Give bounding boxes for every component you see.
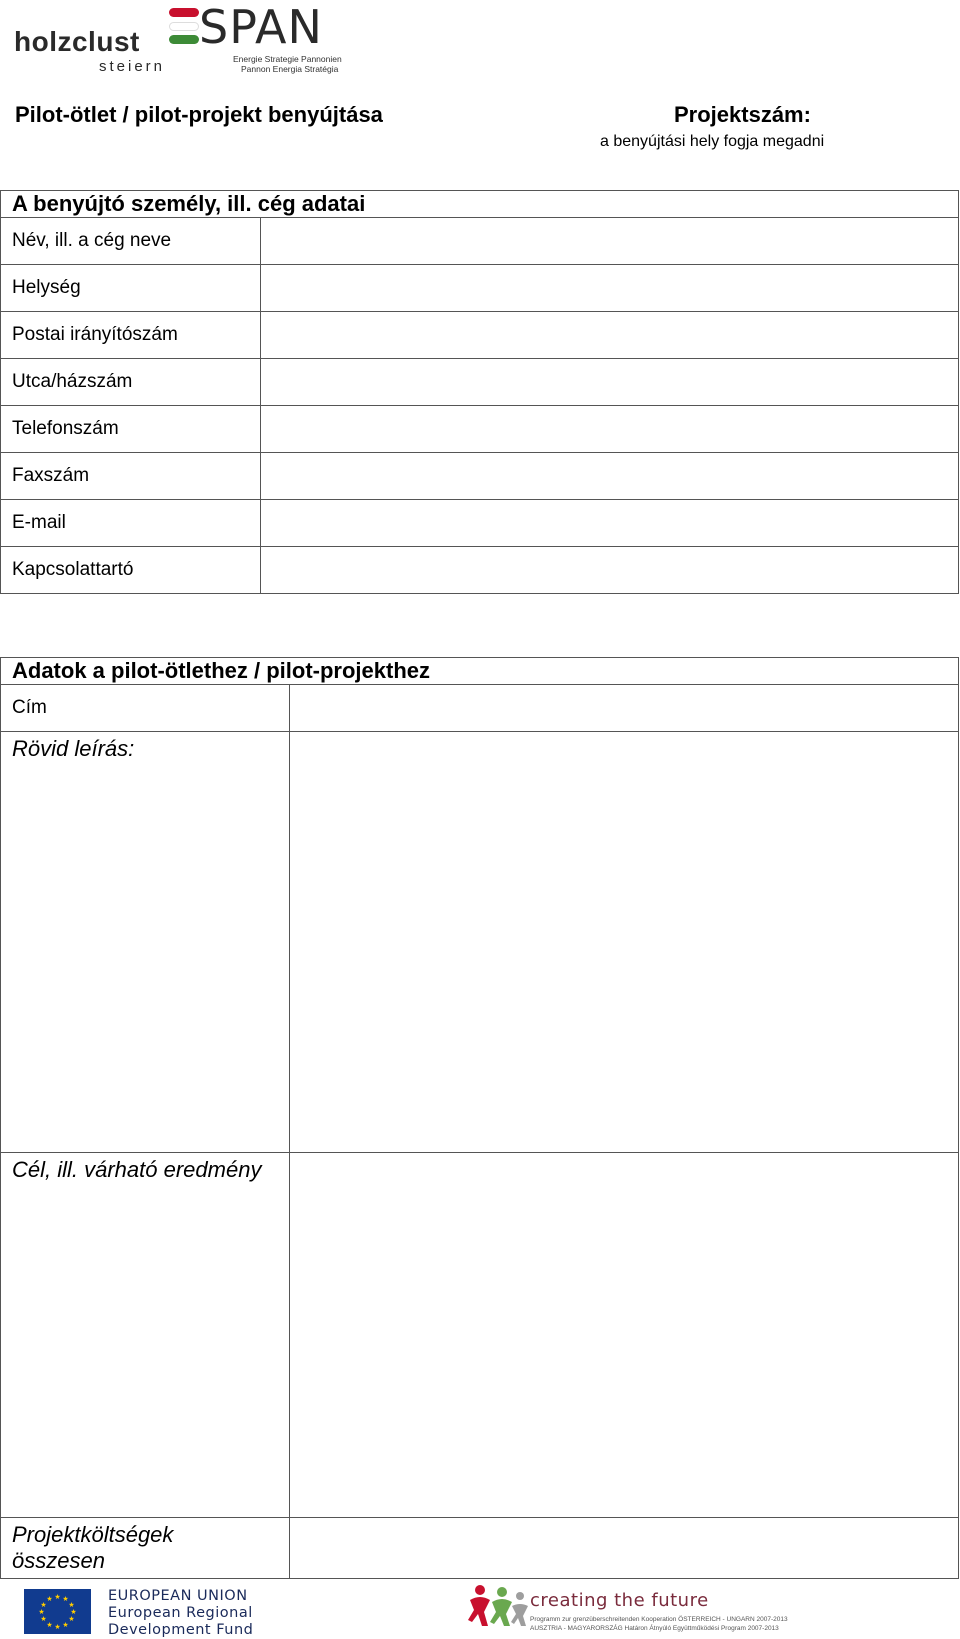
page-title: Pilot-ötlet / pilot-projekt benyújtása [15,102,383,127]
applicant-table [0,190,959,594]
svg-text:★: ★ [54,1593,61,1601]
field-label-fax: Faxszám [1,453,261,500]
holzcluster-logo [14,28,164,76]
espan-logo-subtitle: Energie Strategie Pannonien Pannon Energia Stratégia [233,54,342,74]
pilot-cost-label-line-1: Projektköltségek [12,1522,174,1547]
pilot-goal-input[interactable] [290,1153,959,1518]
pilot-title-input[interactable] [290,685,959,732]
svg-text:★: ★ [62,1621,69,1629]
pilot-title-label: Cím [1,685,290,732]
holzcluster-logo-word: holzclust [14,26,140,57]
field-label-name: Név, ill. a cég neve [1,218,261,265]
eu-fund-text: EUROPEAN UNION European Regional Development Fund [108,1588,254,1638]
creating-the-future-title: creating the future [530,1590,709,1611]
field-input-city[interactable] [261,265,959,312]
creating-the-future-program-text: Programm zur grenzüberschreitenden Kooperation ÖSTERREICH - UNGARN 2007-2013 AUSZTRIA - MAGYARORSZÁG Határon Átnyúló Együttműködési Program 2007-2013 [530,1616,788,1632]
project-number-label: Projektszám: [674,102,811,127]
svg-text:★: ★ [40,1615,47,1623]
pilot-section-heading: Adatok a pilot-ötlethez / pilot-projekthez [1,658,959,685]
field-label-street: Utca/házszám [1,359,261,406]
svg-text:★: ★ [46,1595,53,1603]
pilot-description-input[interactable] [290,732,959,1153]
pilot-cost-label [1,1518,290,1579]
field-label-postcode: Postai irányítószám [1,312,261,359]
pilot-cost-label-line-2: összesen [12,1548,105,1573]
eu-flag-icon [24,1589,91,1634]
pilot-table [0,657,959,1579]
field-label-city: Helység [1,265,261,312]
svg-text:★: ★ [38,1608,45,1616]
field-input-name[interactable] [261,218,959,265]
svg-text:★: ★ [40,1601,47,1609]
field-input-contact[interactable] [261,547,959,594]
field-input-postcode[interactable] [261,312,959,359]
pilot-cost-input[interactable] [290,1518,959,1579]
svg-text:★: ★ [68,1615,75,1623]
applicant-section-heading: A benyújtó személy, ill. cég adatai [1,191,959,218]
field-input-phone[interactable] [261,406,959,453]
espan-logo [163,0,353,74]
espan-e-mark [163,6,201,52]
creating-the-future-figures-icon [468,1582,528,1630]
svg-text:★: ★ [70,1608,77,1616]
field-input-fax[interactable] [261,453,959,500]
field-input-street[interactable] [261,359,959,406]
svg-text:★: ★ [46,1621,53,1629]
project-number-note: a benyújtási hely fogja megadni [600,133,825,150]
field-label-contact: Kapcsolattartó [1,547,261,594]
svg-text:★: ★ [54,1623,61,1631]
svg-text:★: ★ [62,1595,69,1603]
espan-logo-word: SPAN [199,0,323,54]
field-input-email[interactable] [261,500,959,547]
holzcluster-logo-sub: steiern [99,58,166,75]
pilot-goal-label: Cél, ill. várható eredmény [1,1153,290,1518]
svg-text:★: ★ [68,1601,75,1609]
field-label-email: E-mail [1,500,261,547]
pilot-description-label: Rövid leírás: [1,732,290,1153]
field-label-phone: Telefonszám [1,406,261,453]
